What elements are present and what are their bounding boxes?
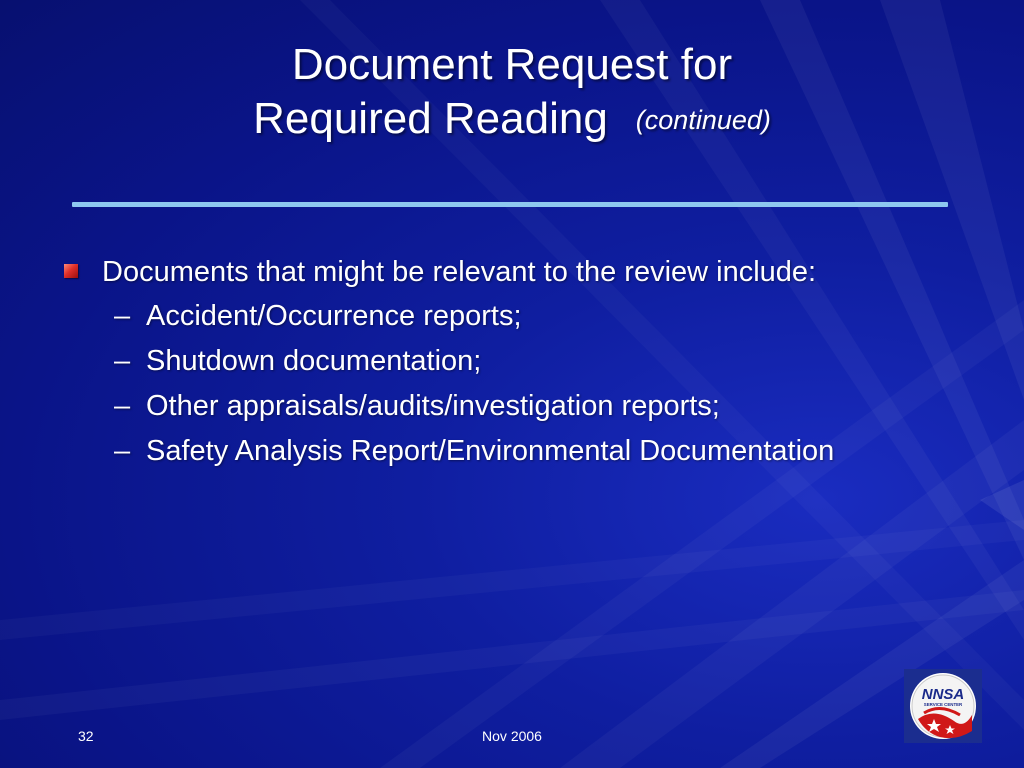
title-divider [72, 202, 948, 207]
sub-bullet-item [62, 384, 982, 429]
page-number: 32 [78, 728, 94, 744]
title-line-2 [0, 92, 1024, 147]
title-line-2-text: Required Reading [253, 94, 608, 143]
dash-marker: – [114, 390, 131, 422]
sub-bullet-text: Safety Analysis Report/Environmental Documentation [146, 435, 835, 467]
slide-title [0, 38, 1024, 147]
sub-bullet-text: Accident/Occurrence reports; [146, 300, 522, 332]
sub-bullet-item [62, 339, 982, 384]
logo-graphic [904, 669, 982, 743]
nnsa-service-center-logo [904, 669, 982, 743]
red-square-bullet-icon [64, 264, 78, 278]
slide-body [62, 250, 982, 474]
sub-bullet-list [62, 294, 982, 474]
title-continued: (continued) [635, 105, 771, 135]
dash-marker: – [114, 300, 131, 332]
sub-bullet-text: Shutdown documentation; [146, 345, 482, 377]
title-line-1: Document Request for [291, 40, 733, 89]
bullet-text: Documents that might be relevant to the review include: [102, 256, 817, 288]
sub-bullet-text: Other appraisals/audits/investigation reports; [146, 390, 720, 422]
sub-bullet-item [62, 429, 982, 474]
dash-marker: – [114, 345, 131, 377]
logo-name: NNSA [921, 686, 965, 703]
logo-subtitle: SERVICE CENTER [923, 702, 963, 707]
sub-bullet-item [62, 294, 982, 339]
dash-marker: – [114, 435, 131, 467]
footer-date: Nov 2006 [482, 728, 542, 744]
bullet-item [62, 250, 982, 294]
